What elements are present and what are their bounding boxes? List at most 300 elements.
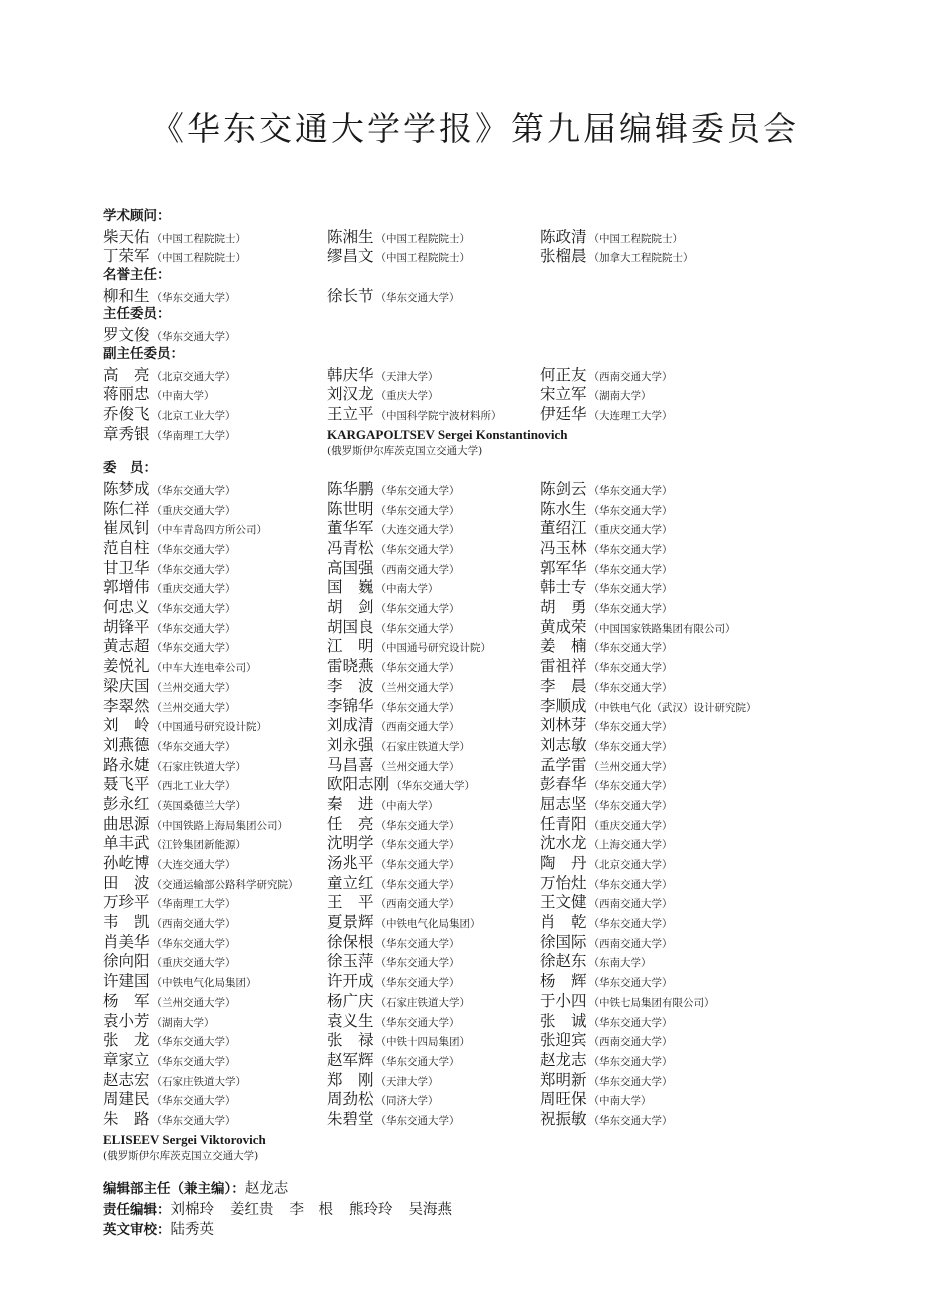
member-name: 杨广庆	[327, 991, 374, 1010]
member-entry	[327, 424, 568, 445]
member-affiliation: （中南大学）	[375, 799, 439, 812]
member-name: 陶 丹	[540, 854, 587, 872]
member-affiliation: （中铁十四局集团）	[375, 1036, 471, 1049]
member-name: ELISEEV Sergei Viktorovich	[103, 1131, 266, 1147]
member-affiliation: （石家庄铁道大学）	[151, 760, 247, 773]
member-name: 刘汉龙	[327, 385, 374, 404]
member-row	[103, 833, 763, 853]
member-affiliation: （华东交通大学）	[375, 504, 460, 517]
member-row	[103, 424, 763, 444]
member-affiliation: （兰州交通大学）	[151, 681, 236, 694]
member-affiliation: （上海交通大学）	[588, 839, 673, 852]
english-reviewer-row	[103, 1219, 763, 1240]
member-affiliation: （中铁电气化局集团）	[151, 977, 257, 990]
member-name: 田 波	[103, 873, 150, 892]
member-row	[103, 384, 763, 404]
member-affiliation: （重庆交通大学）	[151, 583, 236, 596]
member-affiliation: （重庆交通大学）	[588, 524, 673, 537]
member-affiliation: （西南交通大学）	[588, 1036, 673, 1049]
member-name: 张榴晨	[540, 247, 587, 266]
member-affiliation: （兰州交通大学）	[151, 996, 236, 1009]
member-name: 冯青松	[327, 539, 374, 557]
member-affiliation: （华东交通大学）	[375, 937, 460, 950]
member-affiliation: （中南大学）	[588, 1095, 652, 1108]
member-name: 周旺保	[540, 1090, 587, 1109]
member-name: 胡国良	[327, 617, 374, 636]
member-affiliation: （西南交通大学）	[588, 898, 673, 911]
member-row	[103, 1089, 763, 1109]
member-name: 祝振敏	[540, 1109, 587, 1128]
page-title: 《华东交通大学学报》第九届编辑委员会	[151, 109, 799, 148]
member-affiliation: （西北工业大学）	[151, 780, 236, 793]
member-row	[103, 577, 763, 597]
member-name: 欧阳志刚	[327, 775, 390, 794]
member-name: 徐赵东	[540, 952, 587, 971]
member-name: 童立红	[327, 873, 374, 892]
member-name: 万珍平	[103, 893, 150, 912]
member-affiliation: （华东交通大学）	[588, 1075, 673, 1088]
spacer	[103, 1164, 763, 1178]
member-row	[103, 892, 763, 912]
member-affiliation: （华东交通大学）	[588, 544, 673, 556]
member-name: 胡 勇	[540, 598, 587, 617]
member-name: 汤兆平	[327, 854, 374, 872]
member-name: 张 龙	[103, 1031, 150, 1050]
member-affiliation: （华东交通大学）	[151, 563, 236, 576]
member-name: 徐向阳	[103, 952, 150, 971]
member-name: 彭永红	[103, 794, 150, 813]
member-affiliation: (俄罗斯伊尔库茨克国立交通大学)	[327, 445, 483, 458]
member-row	[103, 656, 763, 676]
chief-editor-label: 编辑部主任（兼主编）：	[103, 1181, 245, 1198]
member-name: 董绍江	[540, 519, 587, 538]
member-affiliation: （华东交通大学）	[588, 583, 673, 596]
member-affiliation: （大连交通大学）	[151, 859, 236, 871]
member-row	[103, 479, 763, 499]
member-row	[103, 404, 763, 424]
member-affiliation: （兰州交通大学）	[375, 760, 460, 773]
member-row	[103, 676, 763, 696]
member-name: 刘林芽	[540, 716, 587, 735]
member-name: 高国强	[327, 558, 374, 577]
member-affiliation: （中国工程院院士）	[151, 232, 247, 245]
member-affiliation: （华东交通大学）	[588, 918, 673, 931]
member-affiliation: （华东交通大学）	[588, 721, 673, 734]
member-affiliation: （华东交通大学）	[151, 1114, 236, 1127]
member-name: 陈水生	[540, 499, 587, 518]
member-affiliation: （华东交通大学）	[375, 957, 460, 970]
member-name: 何忠义	[103, 598, 150, 617]
member-affiliation: （西南交通大学）	[375, 563, 460, 576]
member-name: 王立平	[327, 404, 374, 423]
member-name: 郑明新	[540, 1070, 587, 1089]
member-name: 赵龙志	[540, 1050, 587, 1069]
member-name: 彭春华	[540, 775, 587, 794]
member-affiliation: （华东交通大学）	[151, 484, 236, 497]
member-name: 章家立	[103, 1050, 150, 1069]
responsible-editors-row	[103, 1199, 763, 1220]
member-row	[103, 499, 763, 519]
member-row	[103, 715, 763, 735]
member-affiliation: （华东交通大学）	[375, 484, 460, 497]
member-affiliation: （大连理工大学）	[588, 409, 673, 422]
member-name: 郑 刚	[327, 1070, 374, 1089]
member-affiliation: （东南大学）	[588, 957, 652, 970]
member-affiliation: （华东交通大学）	[151, 1095, 236, 1108]
member-affiliation: （中铁七局集团有限公司）	[588, 996, 715, 1009]
member-affiliation: （华东交通大学）	[375, 859, 460, 871]
member-name: 陈华鹏	[327, 479, 374, 498]
member-name: 陈湘生	[327, 227, 374, 246]
member-affiliation: （华东交通大学）	[375, 603, 460, 616]
member-affiliation: （华东交通大学）	[375, 819, 460, 832]
chief-editor-name: 赵龙志	[244, 1181, 289, 1198]
member-affiliation: （华东交通大学）	[588, 642, 673, 655]
member-name: 刘志敏	[540, 735, 587, 754]
member-name: 陈世明	[327, 499, 374, 518]
member-affiliation: （中国铁路上海局集团公司）	[151, 819, 289, 832]
member-name: 乔俊飞	[103, 404, 150, 423]
member-name: 杨 军	[103, 991, 150, 1010]
member-row	[103, 1109, 763, 1129]
member-name: 陈仁祥	[103, 499, 150, 518]
member-row	[103, 558, 763, 578]
member-affiliation: （华东交通大学）	[588, 780, 673, 793]
member-name: 郭军华	[540, 558, 587, 577]
member-affiliation: （重庆交通大学）	[151, 504, 236, 517]
member-affiliation: （西南交通大学）	[588, 937, 673, 950]
member-row	[103, 1050, 763, 1070]
member-name: 徐长节	[327, 286, 374, 305]
member-affiliation: （华东交通大学）	[391, 780, 476, 793]
member-name: 袁小芳	[103, 1011, 150, 1030]
member-name: 朱 路	[103, 1109, 150, 1128]
member-row	[103, 755, 763, 775]
member-affiliation: （华东交通大学）	[151, 1036, 236, 1049]
member-name: 李 晨	[540, 676, 587, 695]
member-affiliation: （华东交通大学）	[151, 740, 236, 753]
member-name: 陈梦成	[103, 479, 150, 498]
member-affiliation: (俄罗斯伊尔库茨克国立交通大学)	[103, 1150, 259, 1163]
member-row	[103, 951, 763, 971]
member-row	[103, 774, 763, 794]
member-row	[103, 1070, 763, 1090]
member-affiliation: （中南大学）	[375, 583, 439, 596]
member-affiliation: （华东交通大学）	[375, 977, 460, 990]
member-name: 姜 楠	[540, 637, 587, 656]
member-affiliation: （北京工业大学）	[151, 409, 236, 422]
member-affiliation: （石家庄铁道大学）	[151, 1075, 247, 1088]
member-affiliation: （华东交通大学）	[375, 291, 460, 304]
member-affiliation: （华东交通大学）	[151, 622, 236, 635]
member-affiliation: （华东交通大学）	[151, 331, 236, 344]
member-row	[103, 365, 763, 385]
member-name: 宋立军	[540, 385, 587, 404]
member-name: 肖 乾	[540, 913, 587, 932]
responsible-editor-name: 熊玲玲	[349, 1201, 393, 1218]
section-heading: 副主任委员：	[103, 345, 184, 362]
member-affiliation: （中国工程院院士）	[375, 232, 471, 245]
section-heading: 委 员：	[103, 460, 157, 477]
member-affiliation: （中国国家铁路集团有限公司）	[588, 622, 736, 635]
member-affiliation: （华东交通大学）	[375, 662, 460, 675]
member-name: 雷祖祥	[540, 657, 587, 676]
member-affiliation: （华东交通大学）	[151, 291, 236, 304]
member-affiliation: （华东交通大学）	[588, 504, 673, 517]
member-name: 周劲松	[327, 1090, 374, 1109]
member-row	[103, 1030, 763, 1050]
member-name: 柴天佑	[103, 227, 150, 246]
member-name: 周建民	[103, 1090, 150, 1109]
member-affiliation: （华东交通大学）	[375, 878, 460, 891]
member-name: 夏景辉	[327, 913, 374, 932]
member-affiliation: （同济大学）	[375, 1095, 439, 1108]
member-name: 沈水龙	[540, 834, 587, 853]
member-name: 肖美华	[103, 932, 150, 951]
member-name: 赵军辉	[327, 1050, 374, 1069]
member-affiliation: （华东交通大学）	[151, 642, 236, 655]
member-name: 马昌喜	[327, 755, 374, 774]
member-affiliation: （中国工程院院士）	[375, 252, 471, 265]
member-name: 李 波	[327, 676, 374, 695]
member-affiliation: （中铁电气化（武汉）设计研究院）	[588, 701, 757, 714]
responsible-editor-name: 李 根	[289, 1201, 333, 1218]
member-affiliation: （中铁电气化局集团）	[375, 918, 481, 931]
member-name: 曲思源	[103, 814, 150, 833]
member-name: 刘永强	[327, 735, 374, 754]
member-affiliation: （西南交通大学）	[588, 370, 673, 383]
chief-editor-row	[103, 1178, 763, 1199]
member-affiliation: （大连交通大学）	[375, 524, 460, 537]
member-name: 张 诚	[540, 1011, 587, 1030]
member-affiliation: （北京交通大学）	[588, 859, 673, 871]
member-row	[103, 853, 763, 873]
member-affiliation: （华东交通大学）	[588, 1016, 673, 1029]
member-affiliation: （重庆交通大学）	[588, 819, 673, 832]
member-affiliation: （中国科学院宁波材料所）	[375, 409, 502, 422]
member-affiliation: （中国通号研究设计院）	[375, 642, 492, 655]
member-name: 秦 进	[327, 794, 374, 813]
member-row	[103, 636, 763, 656]
member-row	[103, 227, 763, 247]
member-row	[103, 873, 763, 893]
member-name: 刘 岭	[103, 716, 150, 735]
member-affiliation: （中车青岛四方所公司）	[151, 524, 268, 537]
member-name: 甘卫华	[103, 558, 150, 577]
member-name: 李顺成	[540, 696, 587, 715]
member-name: 章秀银	[103, 424, 150, 443]
member-name: 姜悦礼	[103, 657, 150, 676]
member-name: 孟学雷	[540, 755, 587, 774]
member-affiliation: （石家庄铁道大学）	[375, 740, 471, 753]
member-affiliation: （华东交通大学）	[375, 544, 460, 556]
member-affiliation: （华东交通大学）	[151, 937, 236, 950]
member-affiliation: （重庆交通大学）	[151, 957, 236, 970]
foreign-affiliation-row	[103, 443, 763, 459]
member-affiliation: （华东交通大学）	[588, 563, 673, 576]
member-affiliation: （交通运输部公路科学研究院）	[151, 878, 299, 891]
member-name: 刘成清	[327, 716, 374, 735]
member-affiliation: （华东交通大学）	[375, 839, 460, 852]
member-affiliation: （中国工程院院士）	[151, 252, 247, 265]
member-name: 袁义生	[327, 1011, 374, 1030]
member-name: 伊廷华	[540, 404, 587, 423]
member-name: 范自柱	[103, 539, 150, 557]
member-name: 赵志宏	[103, 1070, 150, 1089]
member-row	[103, 971, 763, 991]
member-name: 孙屹博	[103, 854, 150, 872]
member-row	[103, 991, 763, 1011]
english-reviewer-label: 英文审校：	[103, 1222, 171, 1239]
member-affiliation: （江铃集团新能源）	[151, 839, 247, 852]
responsible-editors-label: 责任编辑：	[103, 1201, 171, 1218]
member-row	[103, 1011, 763, 1031]
member-name: 徐玉萍	[327, 952, 374, 971]
member-row	[103, 912, 763, 932]
member-name: 于小四	[540, 991, 587, 1010]
member-affiliation: （中国通号研究设计院）	[151, 721, 268, 734]
member-affiliation: （西南交通大学）	[151, 918, 236, 931]
member-name: 陈政清	[540, 227, 587, 246]
member-name: 许建国	[103, 972, 150, 991]
member-name: 雷晓燕	[327, 657, 374, 676]
member-affiliation: （华东交通大学）	[375, 1055, 460, 1068]
member-name: 胡锋平	[103, 617, 150, 636]
member-row	[103, 696, 763, 716]
member-affiliation: （华南理工大学）	[151, 429, 236, 442]
member-name: 徐国际	[540, 932, 587, 951]
member-name: 韩庆华	[327, 365, 374, 384]
member-affiliation: （湖南大学）	[151, 1016, 215, 1029]
member-affiliation: （湖南大学）	[588, 390, 652, 403]
member-row	[103, 597, 763, 617]
member-affiliation: （重庆大学）	[375, 390, 439, 403]
member-name: 罗文俊	[103, 326, 150, 345]
member-affiliation: （北京交通大学）	[151, 370, 236, 383]
member-affiliation: （中国工程院院士）	[588, 232, 684, 245]
member-name: 黄志超	[103, 637, 150, 656]
member-affiliation: （华东交通大学）	[151, 544, 236, 556]
member-affiliation: （天津大学）	[375, 1075, 439, 1088]
member-name: 何正友	[540, 365, 587, 384]
member-affiliation: （华东交通大学）	[588, 603, 673, 616]
section-heading: 主任委员：	[103, 306, 171, 323]
foreign-affiliation-row	[103, 1148, 763, 1164]
member-name: 江 明	[327, 637, 374, 656]
member-name: 胡 剑	[327, 598, 374, 617]
member-row	[103, 246, 763, 266]
member-name: 屈志坚	[540, 794, 587, 813]
member-name: 单丰武	[103, 834, 150, 853]
member-affiliation: （天津大学）	[375, 370, 439, 383]
member-name: 任 亮	[327, 814, 374, 833]
member-affiliation: （英国桑德兰大学）	[151, 799, 247, 812]
member-name: 陈剑云	[540, 479, 587, 498]
member-affiliation: （中南大学）	[151, 390, 215, 403]
member-name: 徐保根	[327, 932, 374, 951]
member-affiliation: （华南理工大学）	[151, 898, 236, 911]
section-heading: 名誉主任：	[103, 267, 171, 284]
member-name: 缪昌文	[327, 247, 374, 266]
member-affiliation: （石家庄铁道大学）	[375, 996, 471, 1009]
member-name: 冯玉林	[540, 539, 587, 557]
member-affiliation: （华东交通大学）	[151, 1055, 236, 1068]
member-affiliation: （华东交通大学）	[588, 484, 673, 497]
member-affiliation: （西南交通大学）	[375, 721, 460, 734]
member-name: 沈明学	[327, 834, 374, 853]
member-affiliation: （兰州交通大学）	[151, 701, 236, 714]
member-affiliation: （加拿大工程院院士）	[588, 252, 694, 265]
member-name: 王文健	[540, 893, 587, 912]
section-heading: 学术顾问：	[103, 208, 171, 224]
member-entry	[103, 1129, 266, 1150]
member-name: 王 平	[327, 893, 374, 912]
member-name: 万怡灶	[540, 873, 587, 892]
member-affiliation: （中车大连电牵公司）	[151, 662, 257, 675]
member-name: 许开成	[327, 972, 374, 991]
member-row	[103, 617, 763, 637]
member-name: 刘燕德	[103, 735, 150, 754]
member-affiliation: （华东交通大学）	[588, 799, 673, 812]
member-row	[103, 932, 763, 952]
member-name: 蒋丽忠	[103, 385, 150, 404]
member-row	[103, 325, 763, 345]
member-name: 李翠然	[103, 696, 150, 715]
member-name: 高 亮	[103, 365, 150, 384]
member-name: 聂飞平	[103, 775, 150, 794]
editorial-board-list	[103, 207, 763, 1240]
member-affiliation: （华东交通大学）	[151, 603, 236, 616]
member-name: 韦 凯	[103, 913, 150, 932]
member-affiliation: （华东交通大学）	[588, 977, 673, 990]
member-name: 任青阳	[540, 814, 587, 833]
member-affiliation: （西南交通大学）	[375, 898, 460, 911]
member-affiliation: （华东交通大学）	[588, 1114, 673, 1127]
member-name: 张 禄	[327, 1031, 374, 1050]
member-name: 朱碧堂	[327, 1109, 374, 1128]
member-affiliation: （兰州交通大学）	[375, 681, 460, 694]
member-affiliation: （华东交通大学）	[375, 1016, 460, 1029]
member-row	[103, 735, 763, 755]
member-name: 国 巍	[327, 578, 374, 597]
english-reviewer-name: 陆秀英	[170, 1222, 214, 1239]
member-affiliation: （华东交通大学）	[588, 662, 673, 675]
member-row	[103, 286, 763, 306]
member-affiliation: （华东交通大学）	[375, 701, 460, 714]
member-affiliation: （华东交通大学）	[588, 878, 673, 891]
member-row	[103, 518, 763, 538]
member-row	[103, 814, 763, 834]
member-affiliation: （华东交通大学）	[375, 622, 460, 635]
member-name: KARGAPOLTSEV Sergei Konstantinovich	[327, 426, 568, 442]
member-name: 柳和生	[103, 286, 150, 305]
member-affiliation: （华东交通大学）	[375, 1114, 460, 1127]
member-affiliation: （华东交通大学）	[588, 740, 673, 753]
member-name: 郭增伟	[103, 578, 150, 597]
member-affiliation: （华东交通大学）	[588, 681, 673, 694]
member-name: 黄成荣	[540, 617, 587, 636]
member-name: 路永婕	[103, 755, 150, 774]
responsible-editor-name: 吴海燕	[408, 1201, 452, 1218]
member-row	[103, 538, 763, 558]
member-name: 崔凤钊	[103, 519, 150, 538]
member-affiliation: （兰州交通大学）	[588, 760, 673, 773]
responsible-editor-name: 刘棉玲	[170, 1201, 214, 1218]
member-name: 丁荣军	[103, 247, 150, 266]
member-row	[103, 1129, 763, 1149]
member-name: 韩士专	[540, 578, 587, 597]
member-name: 梁庆国	[103, 676, 150, 695]
